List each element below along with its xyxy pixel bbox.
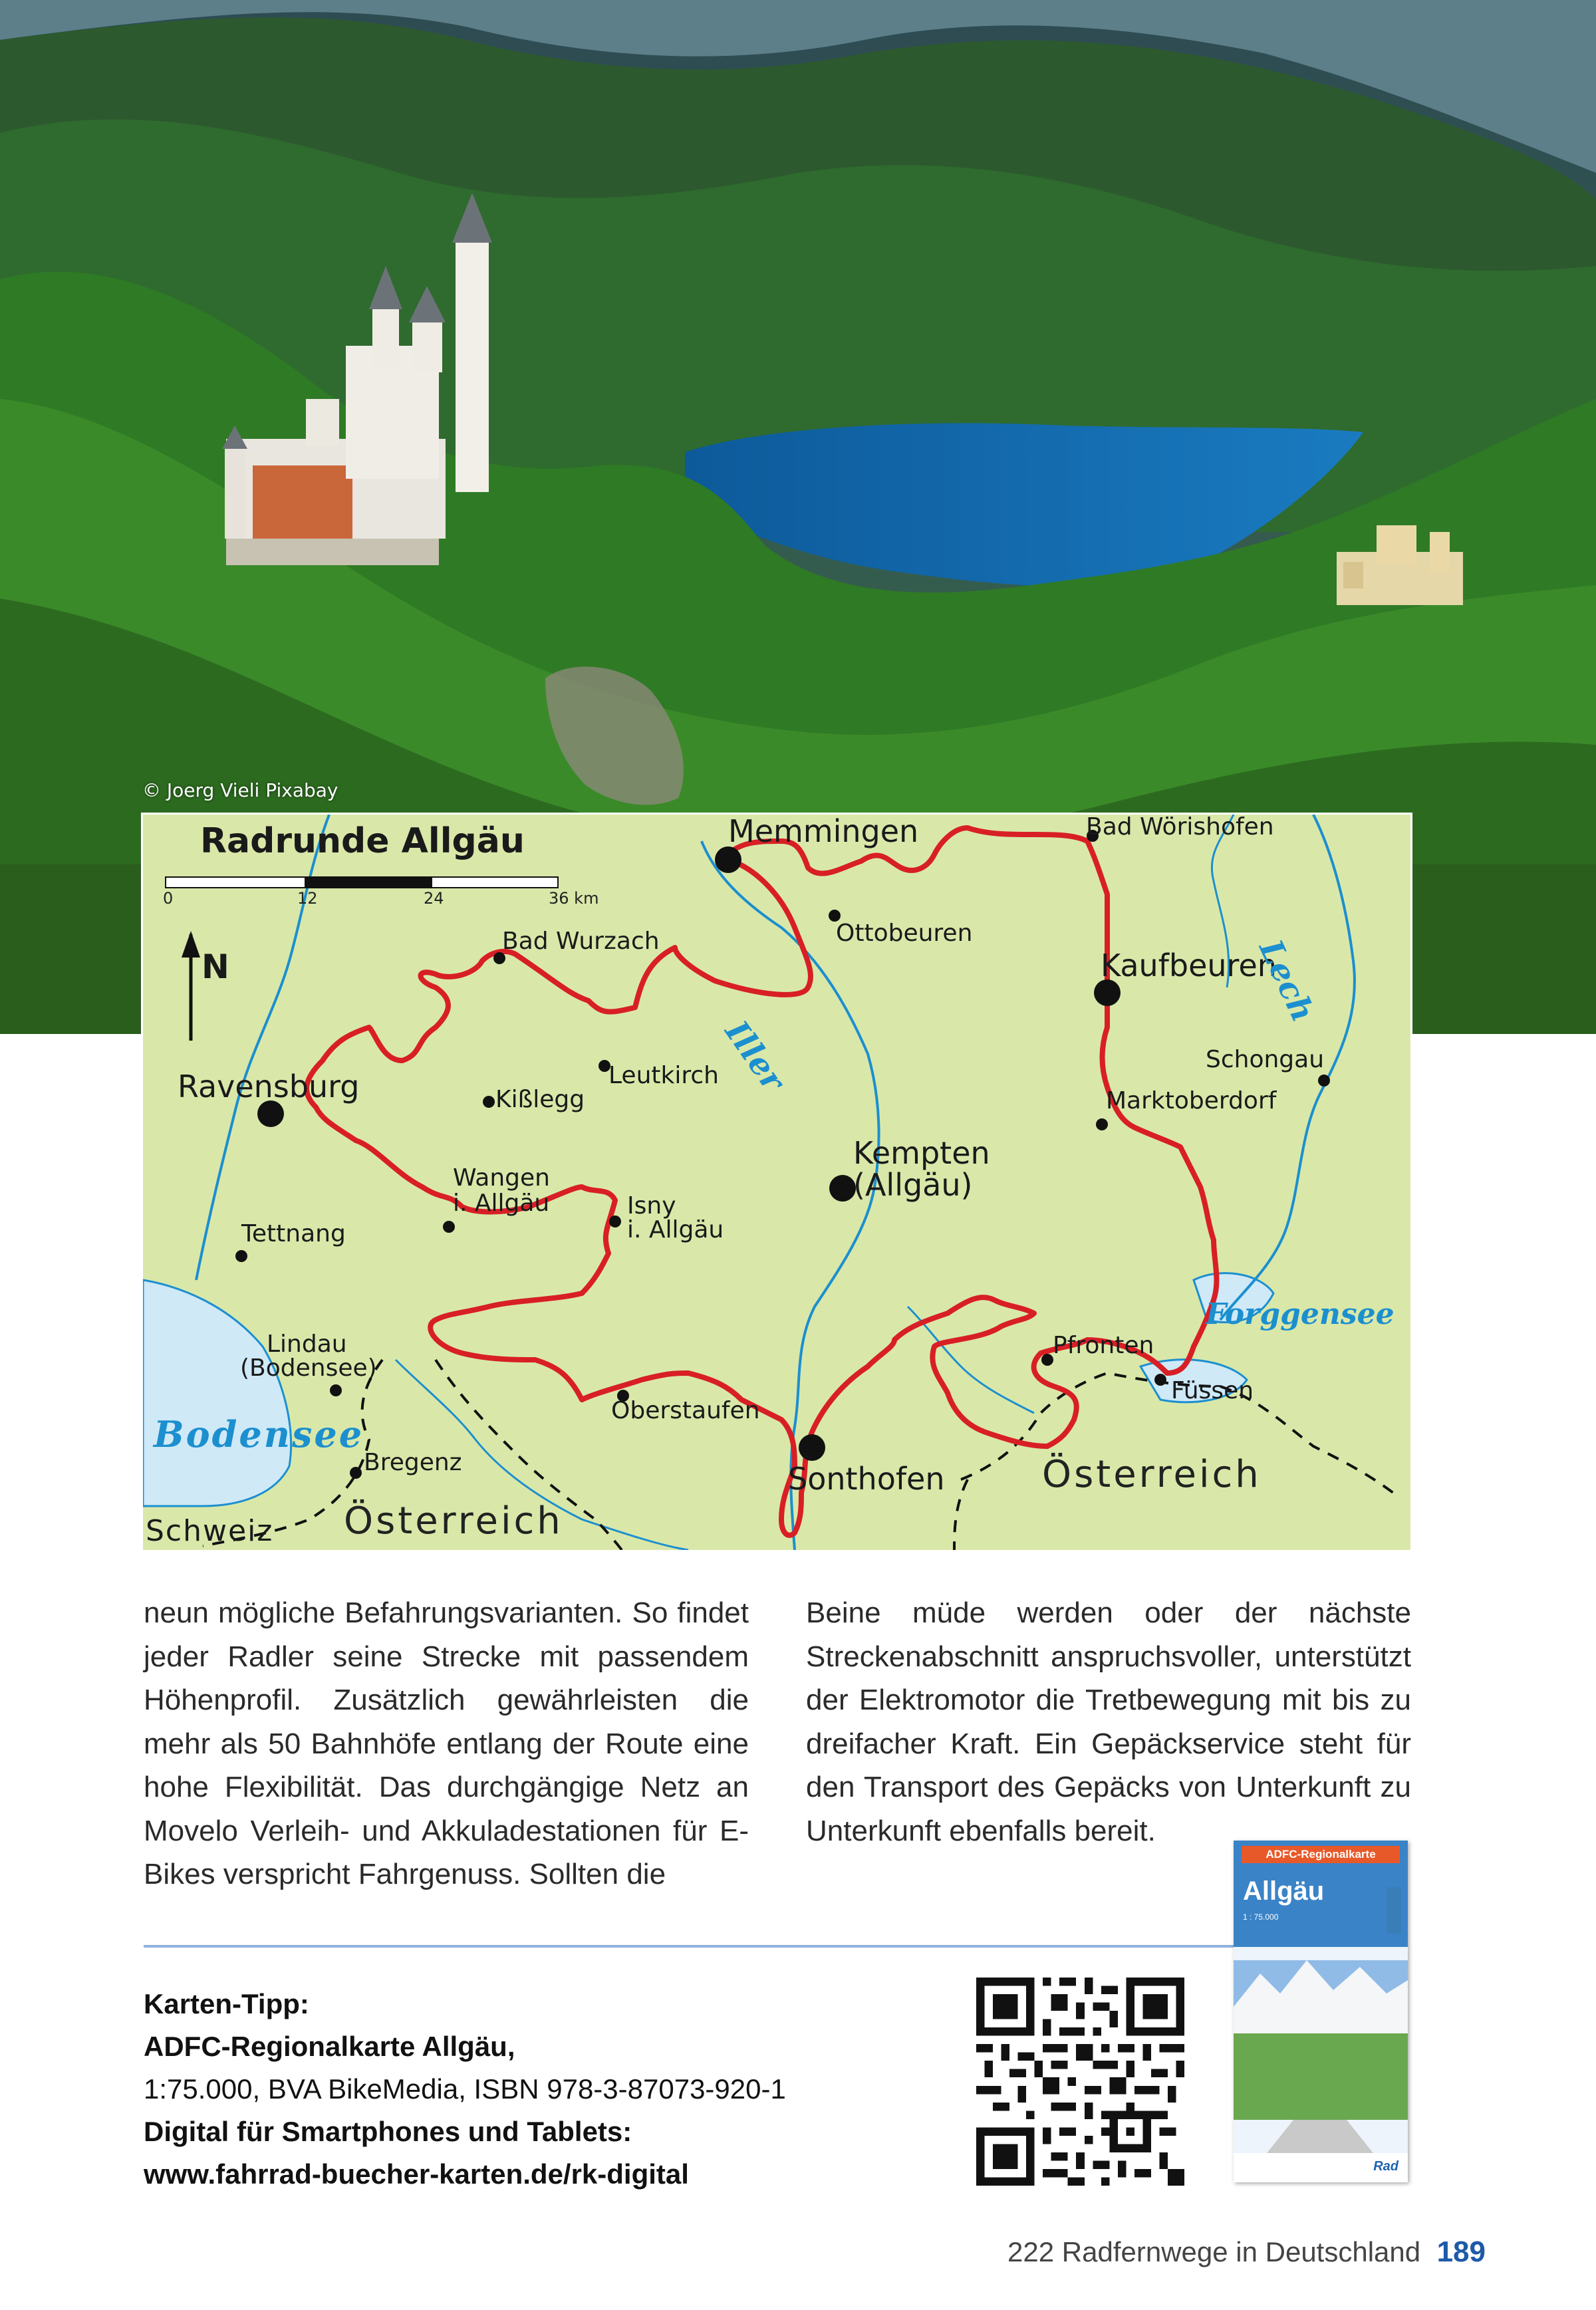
place-kempten: Kempten	[853, 1135, 990, 1171]
place-bad-woerishofen: Bad Wörishofen	[1086, 813, 1274, 840]
place-bad-wurzach: Bad Wurzach	[502, 928, 660, 955]
photo-credit: © Joerg Vieli Pixabay	[142, 779, 338, 801]
tip-digital: Digital für Smartphones und Tablets:	[144, 2116, 632, 2147]
tip-heading: Karten-Tipp:	[144, 1988, 309, 2019]
country-oesterreich-left: Österreich	[344, 1499, 563, 1543]
text-column-1	[144, 1591, 749, 1896]
paragraph: Beine müde werden oder der nächste Streckenabschnitt anspruchsvoller, unterstützt der Elektromotor die Tretbewegung mit bis zu dreifacher Kraft. Ein Gepäckservice steht für den Transport des Gepäcks von Unterkunft zu Unterkunft ebenfalls bereit.	[806, 1597, 1411, 1847]
scale-label: 36 km	[549, 889, 599, 908]
lake-forggensee: Forggensee	[1206, 1297, 1395, 1331]
scale-label: 24	[424, 889, 444, 908]
lake-bodensee: Bodensee	[154, 1413, 364, 1456]
place-lindau-suffix: (Bodensee)	[240, 1354, 377, 1382]
cover-logo: Rad	[1373, 2159, 1398, 2174]
page-number: 189	[1436, 2236, 1486, 2268]
map-cover-image	[1234, 1841, 1408, 2182]
place-ravensburg: Ravensburg	[178, 1069, 360, 1104]
text-column-2	[806, 1591, 1411, 1853]
place-wangen: Wangen	[453, 1164, 550, 1192]
place-kaufbeuren: Kaufbeuren	[1101, 948, 1277, 983]
place-marktoberdorf: Marktoberdorf	[1106, 1087, 1277, 1114]
place-ottobeuren: Ottobeuren	[836, 920, 973, 947]
country-oesterreich-right: Österreich	[1042, 1453, 1262, 1496]
place-leutkirch: Leutkirch	[608, 1062, 719, 1089]
place-schongau: Schongau	[1206, 1046, 1325, 1073]
tip-details: 1:75.000, BVA BikeMedia, ISBN 978-3-87073-920-1	[144, 2073, 786, 2105]
scale-label: 0	[163, 889, 174, 908]
place-kempten-suffix: (Allgäu)	[853, 1167, 973, 1203]
river-iller: Iller	[718, 1014, 792, 1098]
place-tettnang: Tettnang	[241, 1220, 346, 1247]
country-schweiz: Schweiz	[146, 1514, 274, 1548]
place-pfronten: Pfronten	[1053, 1332, 1154, 1359]
scale-label: 12	[297, 889, 318, 908]
place-lindau: Lindau	[267, 1331, 347, 1358]
cover-title: Allgäu	[1243, 1876, 1325, 1906]
north-label: N	[201, 948, 229, 986]
place-wangen-suffix: i. Allgäu	[453, 1190, 550, 1217]
page-footer	[1007, 2236, 1486, 2269]
divider	[144, 1945, 1234, 1948]
place-oberstaufen: Oberstaufen	[611, 1397, 760, 1424]
qr-code-icon[interactable]	[976, 1978, 1184, 2186]
paragraph: neun mögliche Befahrungsvarianten. So findet jeder Radler seine Strecke mit passendem Höhenprofil. Zusätzlich gewährleisten die mehr als 50 Bahnhöfe entlang der Route eine hohe Flexibilität. Das durchgängige Netz an Movelo Verleih- und Akkuladestationen für E-Bikes verspricht Fahrgenuss. Sollten die	[144, 1597, 749, 1890]
cover-scale: 1 : 75.000	[1243, 1912, 1279, 1922]
tip-url[interactable]: www.fahrrad-buecher-karten.de/rk-digital	[144, 2158, 689, 2190]
footer-title: 222 Radfernwege in Deutschland	[1007, 2236, 1421, 2267]
place-isny: Isny	[627, 1192, 676, 1219]
place-isny-suffix: i. Allgäu	[627, 1216, 724, 1243]
map-tip	[144, 1983, 786, 2196]
cover-badge: ADFC-Regionalkarte	[1242, 1846, 1400, 1863]
river-lech: Lech	[1252, 934, 1322, 1028]
place-sonthofen: Sonthofen	[788, 1461, 945, 1497]
place-fuessen: Füssen	[1171, 1377, 1254, 1404]
map-title: Radrunde Allgäu	[200, 821, 525, 861]
place-memmingen: Memmingen	[728, 813, 919, 849]
place-kisslegg: Kißlegg	[495, 1086, 585, 1113]
route-map	[141, 813, 1412, 1552]
place-bregenz: Bregenz	[364, 1449, 462, 1476]
tip-map-title: ADFC-Regionalkarte Allgäu,	[144, 2031, 515, 2062]
